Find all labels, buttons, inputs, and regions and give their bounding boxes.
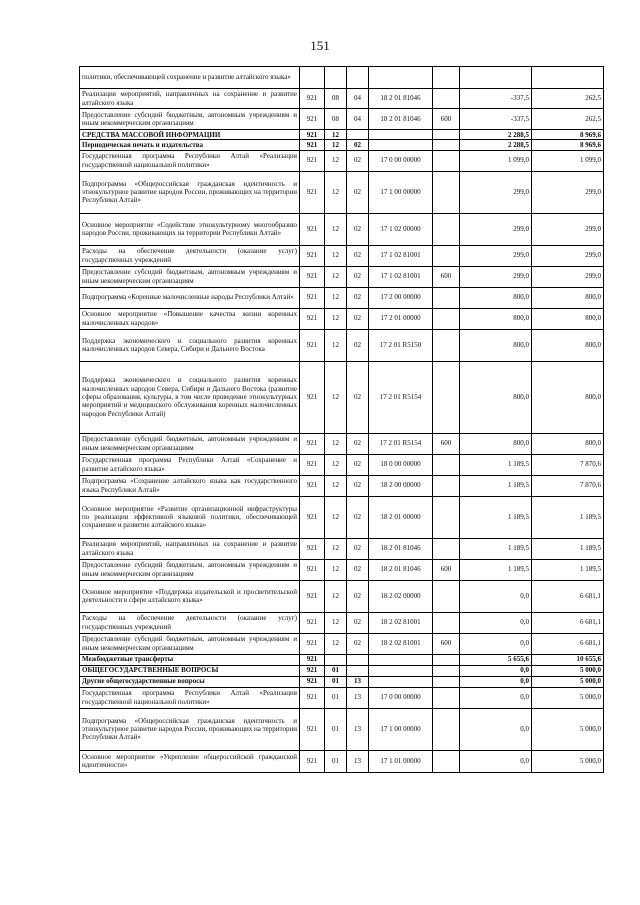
cell-sum-1: 299,0 — [460, 245, 532, 266]
cell-sum-2: 7 870,6 — [532, 475, 604, 496]
cell-sum-2 — [532, 67, 604, 89]
table-row — [80, 130, 604, 140]
cell-rz: 12 — [325, 580, 347, 612]
cell-sum-2: 5 000,0 — [532, 687, 604, 708]
cell-rz: 12 — [325, 454, 347, 475]
cell-ved: 921 — [300, 308, 325, 329]
cell-rz — [325, 654, 347, 665]
cell-pr: 02 — [347, 475, 369, 496]
cell-sum-2: 299,0 — [532, 171, 604, 213]
cell-vr — [433, 150, 460, 171]
cell-ved: 921 — [300, 109, 325, 130]
cell-rz: 12 — [325, 538, 347, 559]
cell-sum-1: 2 288,5 — [460, 140, 532, 150]
cell-ved: 921 — [300, 475, 325, 496]
cell-rz: 08 — [325, 109, 347, 130]
cell-sum-1: 0,0 — [460, 633, 532, 654]
cell-vr — [433, 665, 460, 676]
cell-rz: 01 — [325, 676, 347, 687]
cell-sum-1: 0,0 — [460, 708, 532, 750]
cell-vr: 600 — [433, 433, 460, 454]
cell-pr: 13 — [347, 687, 369, 708]
cell-csr: 18 2 00 00000 — [369, 475, 433, 496]
cell-sum-2: 800,0 — [532, 329, 604, 361]
cell-ved — [300, 67, 325, 89]
cell-pr: 02 — [347, 580, 369, 612]
cell-vr — [433, 245, 460, 266]
cell-sum-1: 800,0 — [460, 433, 532, 454]
table-row — [80, 559, 604, 580]
table-row — [80, 475, 604, 496]
cell-vr — [433, 475, 460, 496]
cell-sum-2: 6 681,1 — [532, 633, 604, 654]
cell-pr: 02 — [347, 454, 369, 475]
cell-name: Реализация мероприятий, направленных на сохранение и развитие алтайского языка — [80, 538, 300, 559]
table-row — [80, 538, 604, 559]
table-row — [80, 612, 604, 633]
cell-sum-2: 299,0 — [532, 213, 604, 245]
cell-ved: 921 — [300, 140, 325, 150]
cell-sum-1: 0,0 — [460, 612, 532, 633]
cell-sum-1: 299,0 — [460, 171, 532, 213]
cell-name: Другие общегосударственные вопросы — [80, 676, 300, 687]
cell-csr: 18 2 01 81046 — [369, 109, 433, 130]
cell-pr: 02 — [347, 308, 369, 329]
cell-pr: 02 — [347, 266, 369, 287]
cell-sum-1: 1 099,0 — [460, 150, 532, 171]
table-row — [80, 654, 604, 665]
cell-name: Предоставление субсидий бюджетным, автономным учреждениям и иным некоммерческим организациям — [80, 109, 300, 130]
cell-csr: 18 2 02 81001 — [369, 633, 433, 654]
cell-sum-1: 5 655,6 — [460, 654, 532, 665]
cell-sum-2: 262,5 — [532, 89, 604, 109]
cell-rz: 12 — [325, 433, 347, 454]
cell-name: Предоставление субсидий бюджетным, автономным учреждениям и иным некоммерческим организациям — [80, 633, 300, 654]
cell-vr — [433, 308, 460, 329]
cell-csr: 18 2 01 81046 — [369, 89, 433, 109]
cell-pr — [347, 67, 369, 89]
cell-sum-1: -337,5 — [460, 89, 532, 109]
table-row — [80, 89, 604, 109]
table-row — [80, 67, 604, 89]
cell-vr: 600 — [433, 633, 460, 654]
cell-sum-2: 299,0 — [532, 245, 604, 266]
cell-ved: 921 — [300, 213, 325, 245]
cell-vr — [433, 171, 460, 213]
table-row — [80, 496, 604, 538]
cell-name: СРЕДСТВА МАССОВОЙ ИНФОРМАЦИИ — [80, 130, 300, 140]
cell-rz: 12 — [325, 140, 347, 150]
cell-vr — [433, 287, 460, 308]
cell-csr: 18 2 02 00000 — [369, 580, 433, 612]
table-row — [80, 361, 604, 433]
cell-ved: 921 — [300, 687, 325, 708]
cell-ved: 921 — [300, 433, 325, 454]
cell-sum-2: 1 189,5 — [532, 538, 604, 559]
cell-sum-1: 0,0 — [460, 665, 532, 676]
cell-sum-1: 1 189,5 — [460, 559, 532, 580]
cell-ved: 921 — [300, 266, 325, 287]
cell-rz: 12 — [325, 612, 347, 633]
cell-csr — [369, 654, 433, 665]
cell-ved: 921 — [300, 580, 325, 612]
cell-csr: 17 0 00 00000 — [369, 687, 433, 708]
cell-name: Предоставление субсидий бюджетным, автономным учреждениям и иным некоммерческим организациям — [80, 559, 300, 580]
table-row — [80, 708, 604, 750]
table-row — [80, 266, 604, 287]
cell-sum-2: 800,0 — [532, 433, 604, 454]
cell-name: Государственная программа Республики Алтай «Сохранение и развитие алтайского языка» — [80, 454, 300, 475]
cell-ved: 921 — [300, 245, 325, 266]
cell-vr — [433, 361, 460, 433]
cell-pr — [347, 665, 369, 676]
cell-pr: 02 — [347, 633, 369, 654]
cell-rz: 12 — [325, 329, 347, 361]
table-row — [80, 329, 604, 361]
cell-rz: 12 — [325, 475, 347, 496]
cell-csr: 17 0 00 00000 — [369, 150, 433, 171]
cell-csr: 18 2 01 81046 — [369, 559, 433, 580]
cell-pr: 02 — [347, 329, 369, 361]
cell-vr — [433, 708, 460, 750]
cell-vr: 600 — [433, 559, 460, 580]
cell-pr: 02 — [347, 559, 369, 580]
cell-name: Основное мероприятие «Содействие этнокультурному многообразию народов России, проживающих на территории Республики Алтай» — [80, 213, 300, 245]
cell-sum-1: 0,0 — [460, 750, 532, 772]
cell-vr — [433, 654, 460, 665]
cell-pr: 02 — [347, 150, 369, 171]
cell-vr — [433, 580, 460, 612]
cell-pr: 13 — [347, 750, 369, 772]
cell-sum-1: 800,0 — [460, 287, 532, 308]
cell-sum-1: 2 288,5 — [460, 130, 532, 140]
cell-name: Предоставление субсидий бюджетным, автономным учреждениям и иным некоммерческим организациям — [80, 266, 300, 287]
cell-vr — [433, 213, 460, 245]
cell-sum-1 — [460, 67, 532, 89]
cell-sum-2: 7 870,6 — [532, 454, 604, 475]
table-row — [80, 308, 604, 329]
cell-sum-2: 6 681,1 — [532, 580, 604, 612]
cell-csr: 17 1 02 81001 — [369, 266, 433, 287]
cell-ved: 921 — [300, 454, 325, 475]
table-row — [80, 150, 604, 171]
page-number: 151 — [310, 38, 330, 53]
table-row — [80, 750, 604, 772]
cell-ved: 921 — [300, 361, 325, 433]
table-row — [80, 433, 604, 454]
cell-ved: 921 — [300, 538, 325, 559]
cell-rz: 01 — [325, 665, 347, 676]
budget-table — [79, 66, 604, 773]
cell-csr: 17 1 00 00000 — [369, 708, 433, 750]
cell-sum-2: 1 099,0 — [532, 150, 604, 171]
cell-sum-1: 299,0 — [460, 213, 532, 245]
cell-ved: 921 — [300, 676, 325, 687]
cell-name: Подпрограмма «Общероссийская гражданская идентичность и этнокультурное развитие народов России, проживающих на территории Республики Алтай» — [80, 171, 300, 213]
cell-ved: 921 — [300, 654, 325, 665]
cell-vr — [433, 130, 460, 140]
cell-rz: 01 — [325, 750, 347, 772]
cell-sum-2: 262,5 — [532, 109, 604, 130]
cell-name: Реализация мероприятий, направленных на сохранение и развитие алтайского языка — [80, 89, 300, 109]
cell-name: Поддержка экономического и социального развития коренных малочисленных народов Севера, Сибири и Дальнего Востока — [80, 329, 300, 361]
table-row — [80, 676, 604, 687]
cell-csr: 17 1 01 00000 — [369, 750, 433, 772]
cell-sum-1: 0,0 — [460, 687, 532, 708]
cell-vr — [433, 329, 460, 361]
cell-sum-1: 1 189,5 — [460, 538, 532, 559]
cell-pr: 04 — [347, 109, 369, 130]
cell-sum-2: 1 189,5 — [532, 496, 604, 538]
table-row — [80, 287, 604, 308]
cell-pr: 13 — [347, 676, 369, 687]
cell-sum-2: 299,0 — [532, 266, 604, 287]
cell-ved: 921 — [300, 612, 325, 633]
table-row — [80, 245, 604, 266]
cell-csr — [369, 676, 433, 687]
cell-rz: 12 — [325, 245, 347, 266]
cell-rz: 12 — [325, 150, 347, 171]
cell-pr: 02 — [347, 245, 369, 266]
cell-ved: 921 — [300, 559, 325, 580]
cell-ved: 921 — [300, 150, 325, 171]
cell-vr — [433, 750, 460, 772]
cell-csr: 17 2 01 R5150 — [369, 329, 433, 361]
cell-vr: 600 — [433, 266, 460, 287]
budget-table-body — [80, 67, 604, 773]
cell-pr: 02 — [347, 171, 369, 213]
cell-vr — [433, 676, 460, 687]
table-row — [80, 213, 604, 245]
cell-csr — [369, 665, 433, 676]
cell-sum-2: 5 000,0 — [532, 708, 604, 750]
table-row — [80, 109, 604, 130]
cell-sum-1: 800,0 — [460, 361, 532, 433]
cell-csr: 17 2 01 00000 — [369, 308, 433, 329]
cell-name: Поддержка экономического и социального развития коренных малочисленных народов Севера, Сибири и Дальнего Востока (развитие сферы образования, культуры, в том числе проведение этнокультурных мероприятий и медицинского обслуживания коренных малочисленных народов Республики Алтай) — [80, 361, 300, 433]
cell-csr: 18 2 01 00000 — [369, 496, 433, 538]
cell-name: Предоставление субсидий бюджетным, автономным учреждениям и иным некоммерческим организациям — [80, 433, 300, 454]
cell-name: Основное мероприятие «Повышение качества жизни коренных малочисленных народов» — [80, 308, 300, 329]
cell-rz: 01 — [325, 687, 347, 708]
cell-ved: 921 — [300, 496, 325, 538]
cell-rz: 08 — [325, 89, 347, 109]
cell-sum-1: 0,0 — [460, 580, 532, 612]
cell-name: Подпрограмма «Сохранение алтайского языка как государственного языка Республики Алтай» — [80, 475, 300, 496]
cell-name: Основное мероприятие «Поддержка издательской и просветительской деятельности в сфере алтайского языка» — [80, 580, 300, 612]
cell-sum-2: 800,0 — [532, 308, 604, 329]
cell-pr: 02 — [347, 287, 369, 308]
cell-ved: 921 — [300, 633, 325, 654]
cell-csr: 18 0 00 00000 — [369, 454, 433, 475]
cell-ved: 921 — [300, 171, 325, 213]
cell-sum-1: 0,0 — [460, 676, 532, 687]
cell-vr — [433, 67, 460, 89]
cell-name: Государственная программа Республики Алтай «Реализация государственной национальной политики» — [80, 687, 300, 708]
cell-sum-1: 1 189,5 — [460, 475, 532, 496]
cell-sum-2: 800,0 — [532, 287, 604, 308]
cell-ved: 921 — [300, 329, 325, 361]
cell-ved: 921 — [300, 130, 325, 140]
cell-csr: 18 2 02 81001 — [369, 612, 433, 633]
cell-sum-2: 800,0 — [532, 361, 604, 433]
cell-vr — [433, 454, 460, 475]
table-row — [80, 665, 604, 676]
cell-pr: 02 — [347, 140, 369, 150]
cell-csr: 17 2 01 R5154 — [369, 361, 433, 433]
cell-name: Подпрограмма «Коренные малочисленные народы Республики Алтай» — [80, 287, 300, 308]
cell-sum-1: 299,0 — [460, 266, 532, 287]
cell-pr — [347, 130, 369, 140]
cell-name: Основное мероприятие «Укрепление общероссийской гражданской идентичности» — [80, 750, 300, 772]
cell-rz: 12 — [325, 130, 347, 140]
cell-vr — [433, 538, 460, 559]
table-row — [80, 633, 604, 654]
cell-sum-2: 10 655,6 — [532, 654, 604, 665]
cell-sum-1: 1 189,5 — [460, 496, 532, 538]
cell-name: политики, обеспечивающей сохранение и развитие алтайского языка» — [80, 67, 300, 89]
cell-csr — [369, 67, 433, 89]
cell-pr: 02 — [347, 433, 369, 454]
cell-ved: 921 — [300, 287, 325, 308]
cell-csr: 17 2 00 00000 — [369, 287, 433, 308]
cell-ved: 921 — [300, 665, 325, 676]
table-row — [80, 171, 604, 213]
cell-ved: 921 — [300, 89, 325, 109]
cell-ved: 921 — [300, 750, 325, 772]
cell-pr — [347, 654, 369, 665]
cell-vr: 600 — [433, 109, 460, 130]
cell-csr: 17 1 02 00000 — [369, 213, 433, 245]
cell-pr: 02 — [347, 213, 369, 245]
cell-pr: 02 — [347, 612, 369, 633]
cell-sum-2: 6 681,1 — [532, 612, 604, 633]
table-row — [80, 580, 604, 612]
cell-sum-2: 8 969,6 — [532, 130, 604, 140]
cell-rz: 12 — [325, 633, 347, 654]
cell-rz — [325, 67, 347, 89]
cell-name: Расходы на обеспечение деятельности (оказание услуг) государственных учреждений — [80, 245, 300, 266]
cell-pr: 02 — [347, 361, 369, 433]
cell-csr: 18 2 01 81046 — [369, 538, 433, 559]
cell-rz: 01 — [325, 708, 347, 750]
cell-rz: 12 — [325, 266, 347, 287]
cell-rz: 12 — [325, 559, 347, 580]
cell-rz: 12 — [325, 361, 347, 433]
cell-vr — [433, 89, 460, 109]
table-row — [80, 687, 604, 708]
cell-name: ОБЩЕГОСУДАРСТВЕННЫЕ ВОПРОСЫ — [80, 665, 300, 676]
cell-sum-1: 1 189,5 — [460, 454, 532, 475]
cell-rz: 12 — [325, 287, 347, 308]
cell-pr: 04 — [347, 89, 369, 109]
cell-name: Основное мероприятие «Развитие организационной инфраструктуры по реализации эффективной языковой политики, обеспечивающей сохранение и развитие алтайского языка» — [80, 496, 300, 538]
cell-csr: 17 1 02 81001 — [369, 245, 433, 266]
cell-sum-1: 800,0 — [460, 329, 532, 361]
cell-rz: 12 — [325, 171, 347, 213]
cell-name: Подпрограмма «Общероссийская гражданская идентичность и этнокультурное развитие народов России, проживающих на территории Республики Алтай» — [80, 708, 300, 750]
cell-csr: 17 2 01 R5154 — [369, 433, 433, 454]
cell-name: Межбюджетные трансферты — [80, 654, 300, 665]
cell-ved: 921 — [300, 708, 325, 750]
cell-vr — [433, 140, 460, 150]
cell-sum-2: 5 000,0 — [532, 676, 604, 687]
table-row — [80, 140, 604, 150]
cell-name: Государственная программа Республики Алтай «Реализация государственной национальной политики» — [80, 150, 300, 171]
cell-rz: 12 — [325, 213, 347, 245]
cell-rz: 12 — [325, 308, 347, 329]
cell-sum-2: 1 189,5 — [532, 559, 604, 580]
cell-pr: 13 — [347, 708, 369, 750]
cell-vr — [433, 612, 460, 633]
cell-csr — [369, 140, 433, 150]
cell-sum-1: 800,0 — [460, 308, 532, 329]
cell-sum-2: 5 000,0 — [532, 665, 604, 676]
cell-rz: 12 — [325, 496, 347, 538]
table-row — [80, 454, 604, 475]
cell-csr — [369, 130, 433, 140]
cell-sum-1: -337,5 — [460, 109, 532, 130]
cell-vr — [433, 496, 460, 538]
cell-name: Расходы на обеспечение деятельности (оказание услуг) государственных учреждений — [80, 612, 300, 633]
cell-sum-2: 5 000,0 — [532, 750, 604, 772]
cell-csr: 17 1 00 00000 — [369, 171, 433, 213]
cell-pr: 02 — [347, 538, 369, 559]
cell-vr — [433, 687, 460, 708]
cell-pr: 02 — [347, 496, 369, 538]
cell-name: Периодическая печать и издательства — [80, 140, 300, 150]
cell-sum-2: 8 969,6 — [532, 140, 604, 150]
